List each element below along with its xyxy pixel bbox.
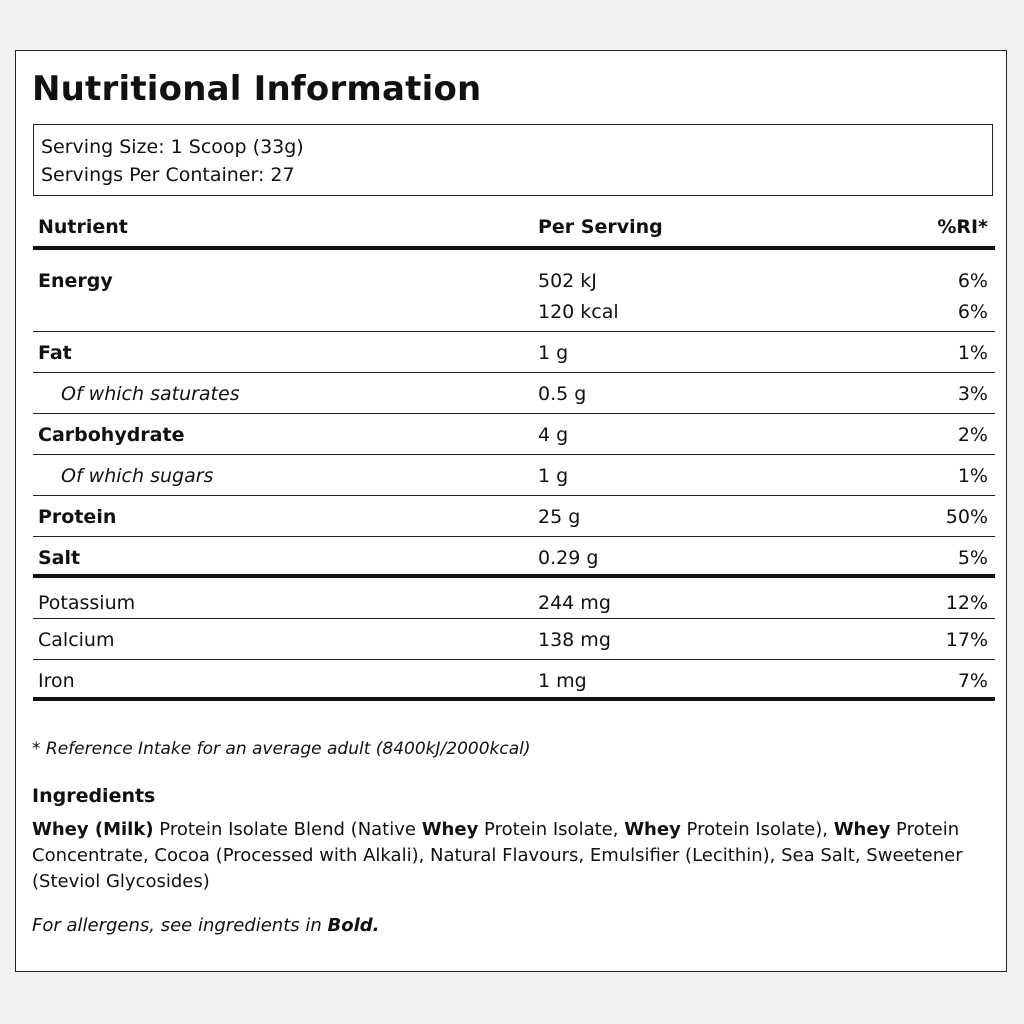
nutrient-name: Carbohydrate [38,424,185,446]
per-serving-value: 0.5 g [538,383,587,405]
nutrient-name: Salt [38,547,81,569]
reference-intake-footnote: * Reference Intake for an average adult (8400kJ/2000kcal) [32,739,531,759]
ri-value: 6% [957,270,988,292]
ingredient-text: Protein Concentrate, Cocoa (Processed with Alkali), Natural Flavours, Emulsifier (Lecithin), Sea Salt, Sweetener (Steviol Glycosides) [32,819,963,892]
allergen-ingredient: Whey [624,819,681,840]
ingredients-list [32,817,992,895]
nutrition-label [15,50,1007,972]
per-serving-value: 1 g [538,465,569,487]
table-row [33,537,995,578]
header-nutrient: Nutrient [38,216,128,238]
per-serving-value: 244 mg [538,592,611,614]
nutrient-name: Calcium [38,629,115,651]
per-serving-value: 25 g [538,506,581,528]
table-row [33,619,995,660]
table-row [33,250,995,291]
table-row [33,455,995,496]
nutrient-name: Energy [38,270,113,292]
table-header-row [33,204,995,250]
nutrient-name: Protein [38,506,117,528]
ingredient-text: Protein Isolate, [478,819,625,840]
ri-value: 2% [957,424,988,446]
nutrient-name: Of which saturates [61,383,240,405]
nutrition-table [33,204,995,701]
nutrient-name: Fat [38,342,72,364]
ri-value: 1% [957,342,988,364]
nutrient-name: Of which sugars [61,465,214,487]
per-serving-value: 4 g [538,424,569,446]
header-ri: %RI* [937,216,988,238]
table-row [33,291,995,332]
ingredient-text: Protein Isolate Blend (Native [153,819,422,840]
ri-value: 1% [957,465,988,487]
servings-per-container: Servings Per Container: 27 [41,164,295,186]
table-row [33,332,995,373]
per-serving-value: 502 kJ [538,270,597,292]
serving-info-box [33,124,993,196]
header-per-serving: Per Serving [538,216,663,238]
per-serving-value: 0.29 g [538,547,599,569]
ingredient-text: Protein Isolate), [680,819,834,840]
table-row [33,496,995,537]
table-row [33,373,995,414]
per-serving-value: 1 g [538,342,569,364]
ri-value: 50% [945,506,988,528]
table-row [33,578,995,619]
per-serving-value: 120 kcal [538,301,619,323]
nutrient-name: Potassium [38,592,136,614]
allergen-note-text: For allergens, see ingredients in [32,915,328,936]
ri-value: 17% [945,629,988,651]
ri-value: 5% [957,547,988,569]
per-serving-value: 1 mg [538,670,587,692]
ingredients-heading: Ingredients [32,785,156,807]
page-title: Nutritional Information [32,69,482,109]
per-serving-value: 138 mg [538,629,611,651]
ri-value: 3% [957,383,988,405]
allergen-note-bold: Bold. [327,915,380,936]
ri-value: 12% [945,592,988,614]
allergen-ingredient: Whey [421,819,479,840]
allergen-ingredient: Whey [833,819,891,840]
table-row [33,660,995,701]
serving-size: Serving Size: 1 Scoop (33g) [41,136,304,158]
ri-value: 7% [957,670,988,692]
allergen-ingredient: Whey (Milk) [32,819,154,840]
nutrient-name: Iron [38,670,75,692]
allergen-note [32,915,379,936]
ri-value: 6% [957,301,988,323]
table-row [33,414,995,455]
